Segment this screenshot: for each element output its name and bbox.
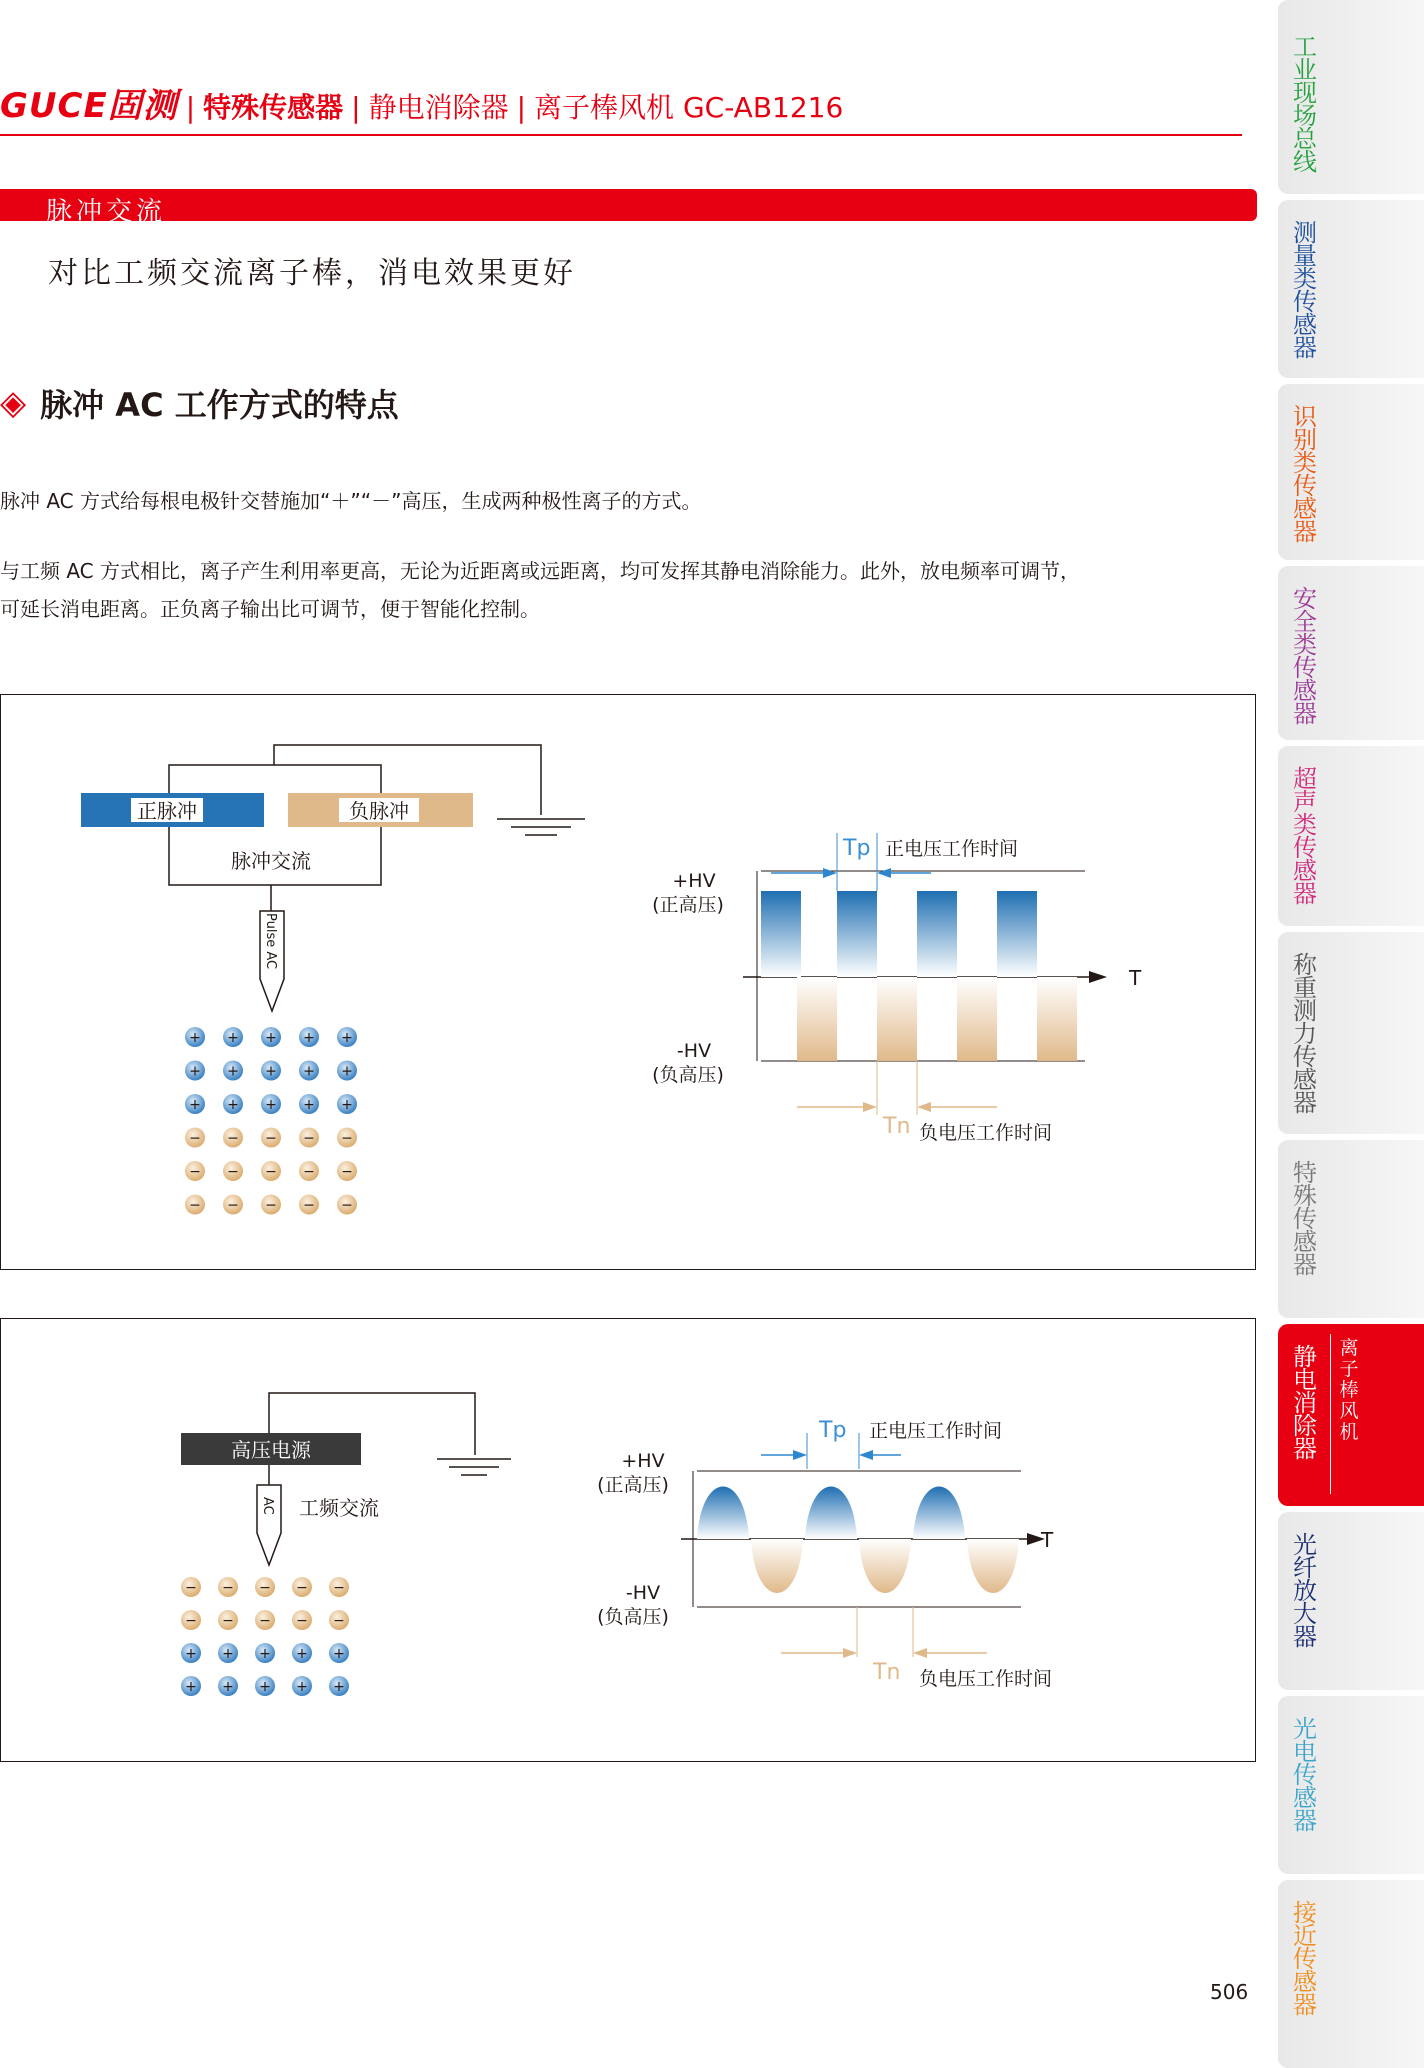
neg-pulse-1 [797,977,837,1061]
side-tab[interactable] [1278,566,1424,740]
ion-sign: + [259,1646,271,1662]
ion-sign: + [333,1679,345,1695]
ion-sign: − [227,1197,239,1214]
ion-sign: − [227,1130,239,1147]
side-tab-label: 识别类传感器 [1293,403,1317,546]
pos-half-wave-2 [805,1487,857,1540]
page-header [0,78,843,127]
hv-pos-sub: (正高压) [597,1474,669,1496]
ion-sign: − [296,1580,308,1596]
power-supply-label: 高压电源 [231,1438,311,1462]
ion-sign: + [265,1097,277,1113]
category-side-tabs [1278,0,1424,2068]
side-tab-sublabel: 离子棒风机 [1339,1337,1359,1443]
ion-sign: − [259,1613,271,1629]
side-tab-label: 静电消除器 [1293,1343,1317,1463]
ion-cloud [185,1027,357,1215]
ion-sign: + [296,1646,308,1662]
ion-sign: + [189,1030,201,1046]
ion-sign: + [227,1030,239,1046]
tn-desc: 负电压工作时间 [919,1668,1053,1690]
pulse-ac-box-label: 脉冲交流 [231,849,311,873]
pulse-waveform [743,833,1107,1115]
section-banner [0,189,1257,227]
ion-sign: − [259,1580,271,1596]
ion-sign: + [185,1646,197,1662]
header-category: 特殊传感器 [203,91,344,124]
axis-t-label: T [1129,966,1142,990]
ion-sign: − [227,1164,239,1180]
hv-neg-label: -HV [676,1040,712,1062]
side-tab-label: 接近传感器 [1293,1899,1317,2019]
section-heading [0,380,399,426]
side-tab-label: 测量类传感器 [1293,219,1317,362]
section-heading-text: 脉冲 AC 工作方式的特点 [40,386,399,424]
ion-sign: + [185,1679,197,1695]
ion-sign: − [189,1197,201,1214]
ion-sign: − [222,1613,234,1629]
ion-sign: − [222,1580,234,1596]
tp-desc: 正电压工作时间 [885,838,1019,860]
ion-sign: + [333,1646,345,1662]
side-tab[interactable] [1278,746,1424,926]
header-separator: | [185,91,196,124]
ion-sign: + [227,1063,239,1080]
ion-sign: − [189,1130,201,1147]
ion-sign: − [341,1130,353,1147]
page-number: 506 [1210,1980,1249,2004]
ion-cloud [181,1577,349,1696]
ion-sign: + [303,1097,315,1113]
tn-label: Tn [873,1660,901,1685]
pos-pulse-3 [917,891,957,977]
tp-desc: 正电压工作时间 [869,1420,1003,1442]
tn-desc: 负电压工作时间 [919,1122,1053,1144]
ion-sign: + [222,1679,234,1695]
ion-sign: − [189,1164,201,1180]
side-tab[interactable] [1278,1512,1424,1690]
pos-pulse-1 [761,891,801,977]
ion-sign: + [227,1097,239,1113]
needle-label: Pulse AC [263,913,278,970]
diamond-icon: ◈ [0,383,27,423]
header-separator: | [351,91,361,124]
ion-sign: − [185,1613,197,1629]
pos-half-wave-3 [913,1487,965,1540]
neg-half-wave-1 [751,1539,803,1593]
brand-logo: GUCE固测 [0,86,178,126]
ion-sign: + [189,1063,201,1080]
side-tab[interactable] [1278,1140,1424,1318]
side-tab[interactable] [1278,1324,1424,1506]
header-divider [0,134,1242,136]
side-tab-label: 超声类传感器 [1293,765,1317,908]
ion-sign: − [333,1580,345,1596]
hv-neg-sub: (负高压) [652,1064,724,1086]
ion-sign: − [185,1580,197,1596]
side-tab-label: 工业现场总线 [1293,33,1317,176]
needle-label: AC [260,1497,275,1515]
ion-sign: + [259,1679,271,1695]
ion-sign: − [341,1197,353,1214]
paragraph-1: 脉冲 AC 方式给每根电极针交替施加“＋”“－”高压，生成两种极性离子的方式。 [0,489,702,513]
neg-pulse-3 [957,977,997,1061]
ion-sign: + [303,1063,315,1080]
side-tab[interactable] [1278,932,1424,1134]
electrode-needle [257,1485,281,1565]
line-ac-diagram [0,1318,1256,1762]
ion-sign: − [341,1164,353,1180]
hv-neg-label: -HV [625,1582,661,1604]
line-ac-svg [1,1319,1255,1761]
ac-label: 工频交流 [299,1496,379,1520]
header-product: 离子棒风机 GC-AB1216 [534,91,844,124]
neg-pulse-4 [1037,977,1077,1061]
tp-label: Tp [819,1418,847,1443]
ion-sign: − [265,1130,277,1147]
side-tab[interactable] [1278,1880,1424,2068]
tn-label: Tn [883,1114,911,1139]
neg-half-wave-2 [859,1539,911,1593]
ion-sign: − [333,1613,345,1629]
side-tab[interactable] [1278,0,1424,194]
axis-t-label: T [1041,1528,1054,1552]
hv-neg-sub: (负高压) [597,1606,669,1628]
ground-symbol [497,819,585,835]
header-subcategory: 静电消除器 [368,91,509,124]
ion-sign: − [303,1164,315,1180]
hv-pos-sub: (正高压) [652,894,724,916]
paragraph-2: 与工频 AC 方式相比，离子产生利用率更高，无论为近距离或远距离，均可发挥其静电消除能力。此外，放电频率可调节， [0,559,1081,583]
pos-pulse-4 [997,891,1037,977]
side-tab-label: 光纤放大器 [1293,1531,1317,1651]
circuit-wires [169,745,541,911]
side-tab-label: 称重测力传感器 [1293,951,1317,1117]
section-banner-title: 脉冲交流 [46,197,167,227]
tab-divider [1330,1334,1331,1494]
ion-sign: + [341,1030,353,1046]
pos-pulse-2 [837,891,877,977]
side-tab-label: 特殊传感器 [1293,1159,1317,1279]
ion-sign: + [265,1063,277,1080]
pos-pulse-label: 正脉冲 [137,799,197,823]
paragraph-3: 可延长消电距离。正负离子输出比可调节，便于智能化控制。 [0,597,540,621]
sine-waveform [681,1433,1045,1658]
ion-sign: − [303,1197,315,1214]
slogan: 对比工频交流离子棒，消电效果更好 [48,256,576,291]
hv-pos-label: +HV [621,1450,665,1472]
ion-sign: + [303,1030,315,1046]
pulse-ac-diagram [0,694,1256,1270]
side-tab[interactable] [1278,200,1424,378]
neg-half-wave-3 [967,1539,1019,1593]
side-tab[interactable] [1278,384,1424,560]
side-tab-label: 安全类传感器 [1293,585,1317,728]
side-tab-label: 光电传感器 [1293,1715,1317,1835]
ion-sign: + [341,1063,353,1080]
ion-sign: − [265,1164,277,1180]
ion-sign: + [296,1679,308,1695]
hv-pos-label: +HV [672,870,716,892]
ion-sign: − [303,1130,315,1147]
pos-half-wave-1 [697,1487,749,1540]
pulse-ac-svg [1,695,1255,1269]
ion-sign: + [189,1097,201,1113]
tp-label: Tp [843,836,871,861]
ion-sign: + [265,1030,277,1046]
ground-symbol [437,1459,511,1475]
header-separator: | [516,91,527,124]
neg-pulse-label: 负脉冲 [349,799,409,823]
side-tab[interactable] [1278,1696,1424,1874]
electrode-needle [260,911,284,1011]
neg-pulse-2 [877,977,917,1061]
ion-sign: + [222,1646,234,1662]
ion-sign: + [341,1097,353,1113]
ion-sign: − [265,1197,277,1214]
ion-sign: − [296,1613,308,1629]
